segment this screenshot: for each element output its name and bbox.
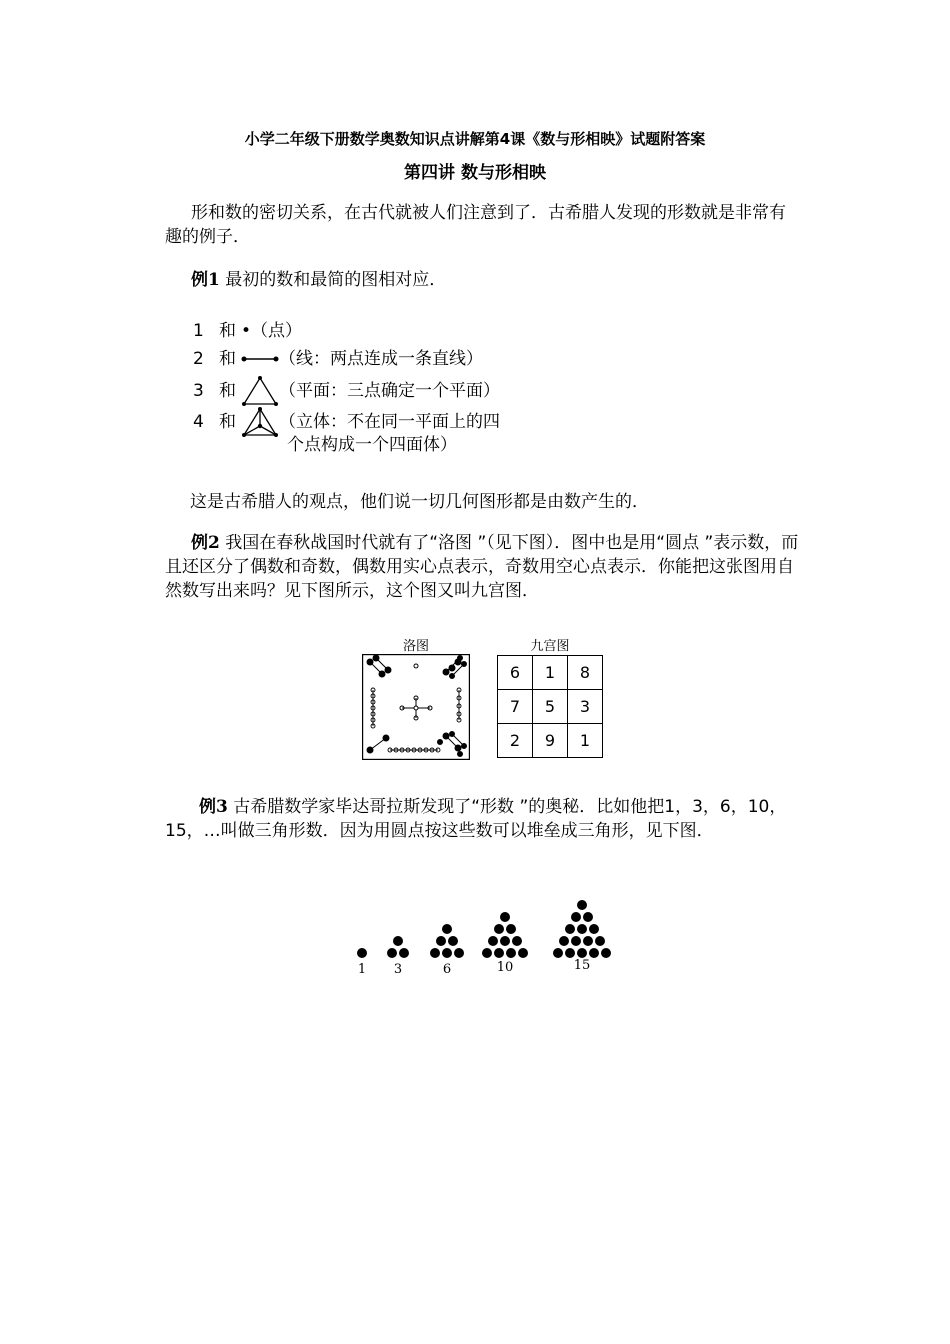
triangle-dot — [500, 912, 510, 922]
triangle-dot — [430, 948, 440, 958]
item-and: 和 — [219, 381, 236, 401]
triangle-dot — [583, 912, 593, 922]
triangle-6 — [430, 924, 464, 958]
triangle-dot — [571, 936, 581, 946]
tri-label-1: 1 — [357, 962, 367, 977]
example2-label: 例2 — [191, 533, 220, 553]
triangle-dot — [387, 948, 397, 958]
line-segment-icon — [241, 353, 279, 365]
triangle-3 — [387, 936, 409, 958]
triangle-dot — [482, 948, 492, 958]
grid-cell: 1 — [568, 724, 603, 758]
example1-item-1 — [193, 318, 302, 344]
example1-item-4-cont: 个点构成一个四面体） — [287, 435, 457, 455]
grid-cell: 7 — [498, 690, 533, 724]
grid-cell: 2 — [498, 724, 533, 758]
luotu-top-left-dots — [367, 655, 391, 677]
triangle-10 — [482, 912, 528, 958]
triangle-dot — [589, 924, 599, 934]
triangle-dot — [448, 936, 458, 946]
item-text: （平面：三点确定一个平面） — [279, 381, 500, 401]
item-and: 和 — [219, 412, 236, 432]
luotu-right-dots — [457, 688, 461, 722]
tri-label-3: 3 — [393, 962, 403, 977]
triangle-dot — [553, 948, 563, 958]
triangle-dot — [494, 948, 504, 958]
example2-text: 我国在春秋战国时代就有了“洛图 ”（见下图）．图中也是用“圆点 ”表示数，而且还区分了偶数和奇数，偶数用实心点表示，奇数用空心点表示．你能把这张图用自然数写出来吗？见下图所示，这个图又叫九宫图． — [165, 533, 799, 601]
triangle-dot — [512, 936, 522, 946]
triangle-dot — [589, 948, 599, 958]
luotu-diagram — [362, 654, 470, 760]
tri-label-6: 6 — [442, 962, 452, 977]
item-number: 3 — [193, 381, 204, 401]
luotu-bottom-left-dots — [367, 735, 389, 753]
tri-label-15: 15 — [573, 958, 591, 973]
example3-paragraph — [165, 795, 800, 843]
example1-label: 例1 — [191, 270, 220, 290]
triangle-dot — [506, 924, 516, 934]
triangle-dot — [601, 948, 611, 958]
example3-text: 古希腊数学家毕达哥拉斯发现了“形数 ”的奥秘．比如他把1，3，6，10，15，…叫做三角形数．因为用圆点按这些数可以堆垒成三角形，见下图． — [165, 797, 787, 841]
triangle-dot — [518, 948, 528, 958]
luotu-top-right-dots — [443, 656, 467, 679]
triangle-plane-icon — [241, 375, 279, 407]
example3-label: 例3 — [199, 797, 228, 817]
item-and: 和 — [219, 349, 236, 369]
item-text: •（点） — [241, 321, 303, 341]
triangle-dot — [442, 924, 452, 934]
intro-paragraph: 形和数的密切关系，在古代就被人们注意到了．古希腊人发现的形数就是非常有趣的例子． — [165, 203, 786, 247]
triangle-dot — [500, 936, 510, 946]
document-title: 小学二年级下册数学奥数知识点讲解第4课《数与形相映》试题附答案 — [244, 130, 706, 148]
item-number: 1 — [193, 321, 204, 341]
grid-cell: 6 — [498, 656, 533, 690]
triangle-dot — [357, 948, 367, 958]
triangle-dot — [454, 948, 464, 958]
item-and: 和 — [219, 321, 236, 341]
tetrahedron-icon — [241, 406, 279, 438]
item-text: （立体：不在同一平面上的四 — [279, 412, 500, 432]
triangle-1 — [357, 948, 367, 958]
triangle-dot — [393, 936, 403, 946]
grid-cell: 9 — [533, 724, 568, 758]
luotu-center-cross — [400, 696, 432, 720]
triangle-dot — [488, 936, 498, 946]
example1-conclusion: 这是古希腊人的观点，他们说一切几何图形都是由数产生的． — [190, 492, 649, 512]
triangle-dot — [583, 936, 593, 946]
luotu-bottom-dots — [388, 748, 440, 752]
luotu-bottom-right-dots — [438, 732, 467, 757]
triangle-dot — [577, 924, 587, 934]
grid-cell: 5 — [533, 690, 568, 724]
triangle-dot — [506, 948, 516, 958]
grid-row — [498, 690, 603, 724]
triangle-15 — [553, 900, 611, 958]
triangle-dot — [595, 936, 605, 946]
triangle-dot — [442, 948, 452, 958]
example1-heading — [191, 265, 446, 290]
luotu-top-dot — [414, 664, 418, 668]
triangle-dot — [565, 924, 575, 934]
triangle-dot — [399, 948, 409, 958]
triangle-dot — [571, 912, 581, 922]
triangular-numbers-figure — [340, 880, 640, 962]
grid-row — [498, 656, 603, 690]
luotu-left-dots — [371, 688, 375, 728]
grid-cell: 3 — [568, 690, 603, 724]
triangle-dot — [436, 936, 446, 946]
example2-paragraph — [165, 531, 800, 603]
grid-row — [498, 724, 603, 758]
grid-cell: 1 — [533, 656, 568, 690]
item-text: （线：两点连成一条直线） — [279, 349, 483, 369]
item-number: 2 — [193, 349, 204, 369]
jiugong-caption: 九宫图 — [530, 639, 570, 654]
triangle-dot — [565, 948, 575, 958]
triangle-dot — [494, 924, 504, 934]
luotu-caption: 洛图 — [402, 639, 429, 654]
example1-item-2 — [193, 346, 483, 372]
example1-text: 最初的数和最简的图相对应． — [225, 270, 447, 290]
jiugong-grid — [497, 655, 603, 758]
triangle-dot — [577, 900, 587, 910]
item-number: 4 — [193, 412, 204, 432]
grid-cell: 8 — [568, 656, 603, 690]
example1-item-3 — [193, 375, 500, 407]
triangle-dot — [577, 948, 587, 958]
triangle-dot — [559, 936, 569, 946]
tri-label-10: 10 — [496, 960, 514, 975]
lesson-title: 第四讲 数与形相映 — [404, 163, 546, 183]
